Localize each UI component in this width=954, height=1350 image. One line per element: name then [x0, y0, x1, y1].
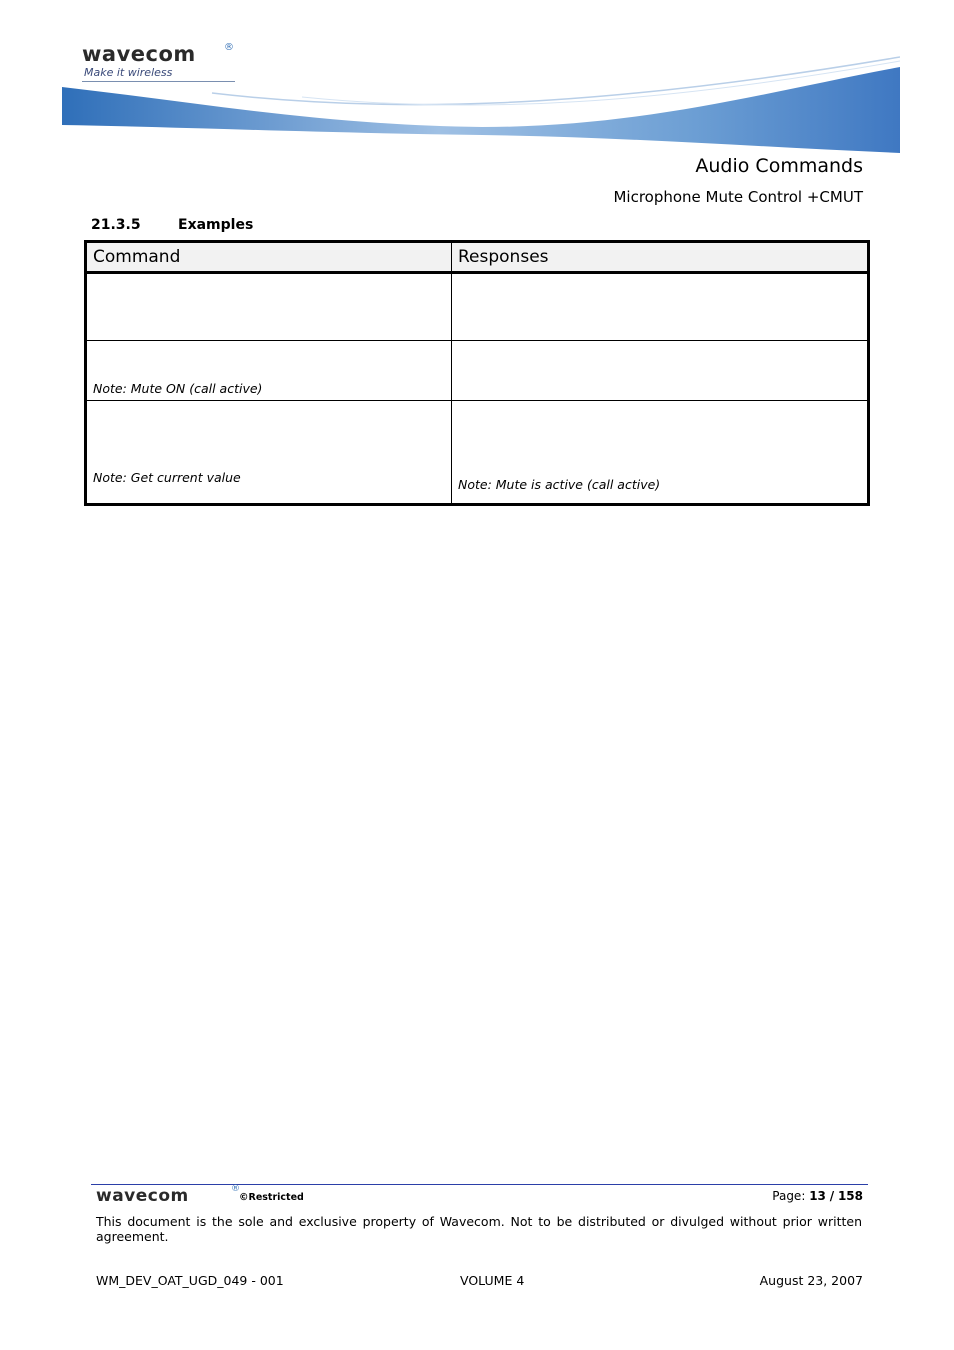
table-row — [86, 341, 869, 401]
logo-tagline: Make it wireless — [84, 66, 173, 79]
column-header-responses: Responses — [452, 242, 869, 273]
logo-wordmark: wavecom — [82, 42, 196, 66]
header-swoosh-graphic — [62, 55, 900, 155]
logo-registered-mark: ® — [224, 42, 234, 53]
chapter-title: Audio Commands — [695, 155, 863, 177]
command-cell — [86, 273, 452, 341]
table-header-row — [86, 242, 869, 273]
document-reference: WM_DEV_OAT_UGD_049 - 001 — [96, 1273, 284, 1288]
table-row — [86, 401, 869, 505]
restricted-label: ©Restricted — [239, 1192, 304, 1203]
examples-table — [84, 240, 870, 506]
footer-rule — [91, 1184, 868, 1185]
table-row — [86, 273, 869, 341]
page-current: 13 — [809, 1189, 826, 1203]
page-label: Page: — [772, 1189, 806, 1203]
page-total: 158 — [837, 1189, 863, 1203]
page-number — [772, 1189, 863, 1203]
footer-logo-mark: ® — [231, 1184, 240, 1194]
document-date: August 23, 2007 — [759, 1273, 863, 1288]
section-number: 21.3.5 — [91, 217, 141, 233]
section-title: Examples — [178, 217, 254, 233]
response-cell: Note: Mute is active (call active) — [452, 401, 869, 505]
page-separator: / — [829, 1189, 835, 1203]
response-cell — [452, 273, 869, 341]
command-cell: Note: Get current value — [86, 401, 452, 505]
confidentiality-notice: This document is the sole and exclusive property of Wavecom. Not to be distributed or divulged without prior written agreement. — [96, 1214, 862, 1244]
column-header-command: Command — [86, 242, 452, 273]
volume-label: VOLUME 4 — [460, 1273, 525, 1288]
response-cell — [452, 341, 869, 401]
section-subtitle: Microphone Mute Control +CMUT — [613, 188, 863, 206]
command-cell: Note: Mute ON (call active) — [86, 341, 452, 401]
footer-logo: wavecom — [96, 1186, 189, 1206]
section-heading — [91, 217, 253, 233]
